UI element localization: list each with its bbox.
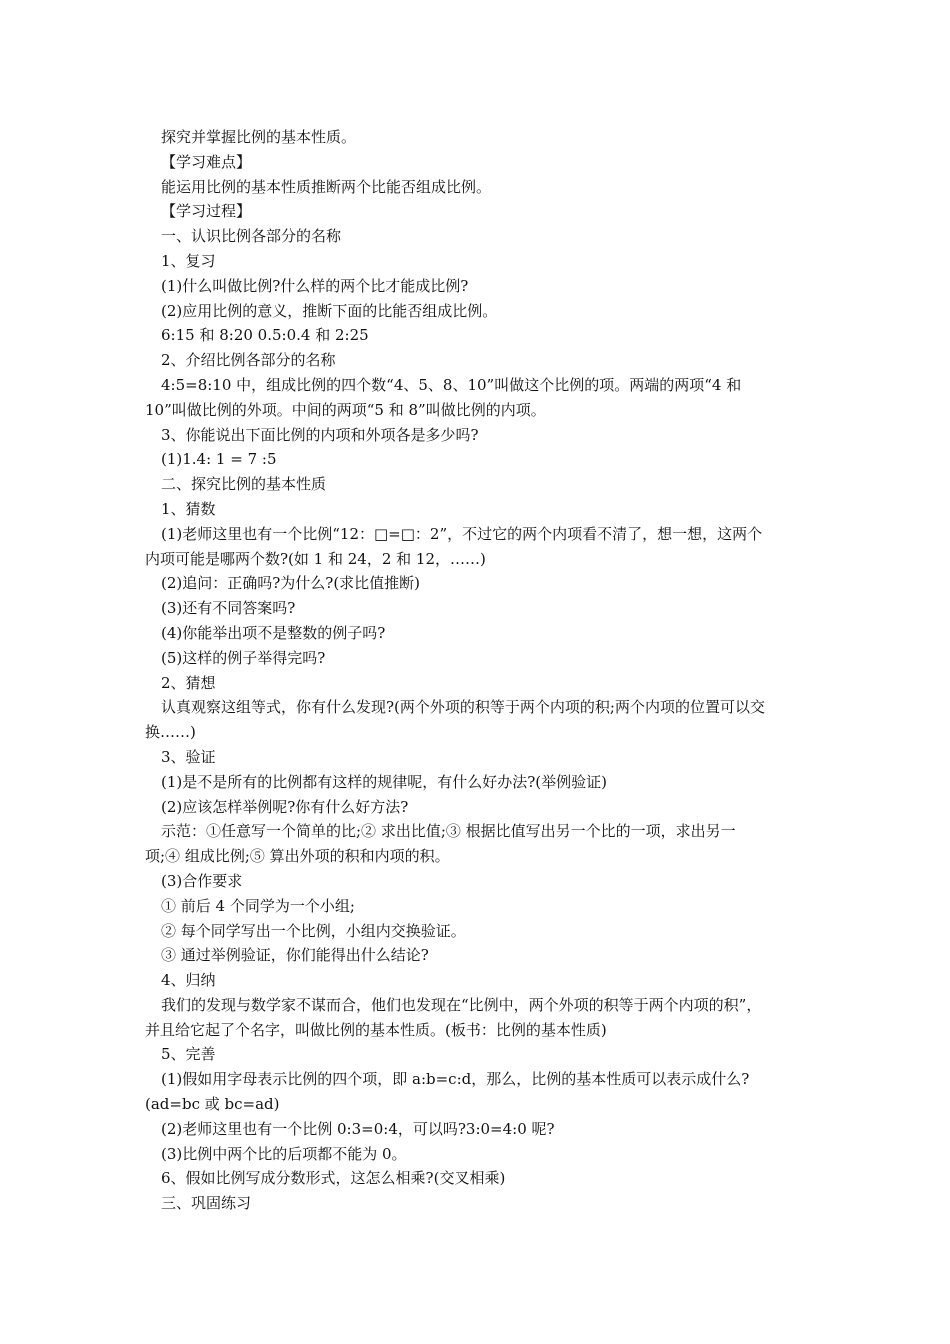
text-line: (2)追问：正确吗?为什么?(求比值推断) (161, 574, 421, 593)
text-line: (1)假如用字母表示比例的四个项，即 a:b=c:d，那么，比例的基本性质可以表示成什么? (161, 1070, 750, 1089)
text-line: (3)还有不同答案吗? (161, 599, 296, 618)
text-line: (5)这样的例子举得完吗? (161, 648, 326, 667)
text-line: 认真观察这组等式，你有什么发现?(两个外项的积等于两个内项的积;两个内项的位置可以交 (161, 698, 765, 717)
text-line: (1)什么叫做比例?什么样的两个比才能成比例? (161, 276, 469, 295)
text-line: (2)应用比例的意义，推断下面的比能否组成比例。 (161, 301, 498, 320)
text-line: 【学习难点】 (161, 152, 252, 171)
text-line: 4、归纳 (161, 971, 216, 990)
text-line: 三、巩固练习 (161, 1194, 252, 1213)
text-line: (ad=bc 或 bc=ad) (145, 1095, 280, 1114)
text-line: 我们的发现与数学家不谋而合，他们也发现在“比例中，两个外项的积等于两个内项的积”， (161, 995, 762, 1014)
text-line: 一、认识比例各部分的名称 (161, 227, 342, 246)
text-line: ③ 通过举例验证，你们能得出什么结论? (161, 946, 429, 965)
text-line: 并且给它起了个名字，叫做比例的基本性质。(板书：比例的基本性质) (145, 1020, 607, 1039)
text-line: 6:15 和 8:20 0.5:0.4 和 2:25 (161, 326, 369, 345)
text-line: 3、你能说出下面比例的内项和外项各是多少吗? (161, 425, 479, 444)
text-line: 项;④ 组成比例;⑤ 算出外项的积和内项的积。 (145, 847, 450, 866)
text-line: 3、验证 (161, 747, 216, 766)
text-line: (2)老师这里也有一个比例 0:3=0:4，可以吗?3:0=4:0 呢? (161, 1119, 555, 1138)
text-line: 二、探究比例的基本性质 (161, 475, 327, 494)
text-line: 示范：①任意写一个简单的比;② 求出比值;③ 根据比值写出另一个比的一项，求出另一 (161, 822, 736, 841)
text-line: 5、完善 (161, 1045, 216, 1064)
text-line: 探究并掌握比例的基本性质。 (161, 128, 357, 146)
text-line: 1、猜数 (161, 499, 216, 518)
text-line: 2、猜想 (161, 673, 216, 692)
text-line: 6、假如比例写成分数形式，这怎么相乘?(交叉相乘) (161, 1169, 506, 1188)
text-line: ② 每个同学写出一个比例，小组内交换验证。 (161, 921, 466, 940)
text-line: 【学习过程】 (161, 202, 252, 221)
text-line: 换……) (145, 723, 196, 742)
document-body (145, 125, 825, 1216)
text-line: 10”叫做比例的外项。中间的两项“5 和 8”叫做比例的内项。 (145, 400, 546, 419)
text-line: (3)比例中两个比的后项都不能为 0。 (161, 1144, 407, 1163)
text-line: (3)合作要求 (161, 871, 243, 890)
text-line: ① 前后 4 个同学为一个小组; (161, 896, 355, 915)
text-line: 4:5=8:10 中，组成比例的四个数“4、5、8、10”叫做这个比例的项。两端的两项“4 和 (161, 375, 742, 394)
text-line: (1)1.4: 1 = 7 :5 (161, 450, 277, 469)
text-line: 能运用比例的基本性质推断两个比能否组成比例。 (161, 177, 492, 196)
text-line: 1、复习 (161, 251, 216, 270)
text-line: 内项可能是哪两个数?(如 1 和 24，2 和 12，……) (145, 549, 486, 568)
text-line: (2)应该怎样举例呢?你有什么好方法? (161, 797, 409, 816)
text-line: (1)老师这里也有一个比例“12：□=□：2”，不过它的两个内项看不清了，想一想，这两个 (161, 524, 763, 543)
text-line: (1)是不是所有的比例都有这样的规律呢，有什么好办法?(举例验证) (161, 772, 607, 791)
text-line: 2、介绍比例各部分的名称 (161, 351, 336, 370)
text-line: (4)你能举出项不是整数的例子吗? (161, 623, 386, 642)
